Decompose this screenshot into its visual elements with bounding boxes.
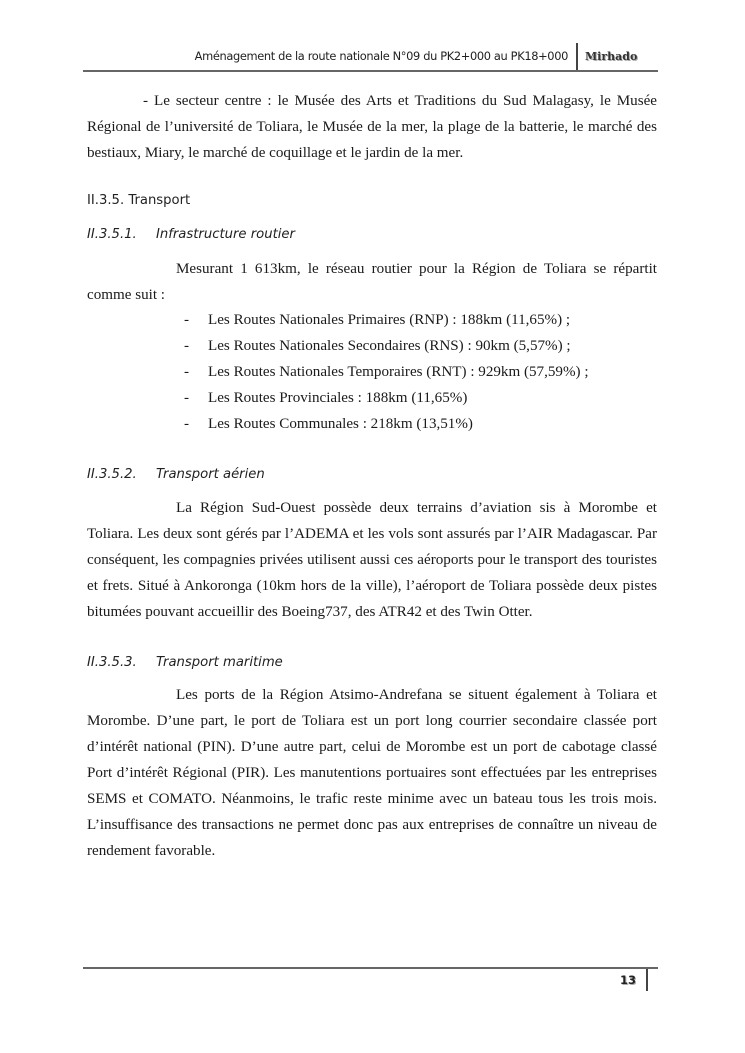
header-rule <box>83 70 658 72</box>
sea-line: d’intérêt national (PIN). D’une autre part, celui de Morombe est un port de cabotage classé <box>87 739 657 755</box>
list-item-text: Les Routes Nationales Primaires (RNP) : 188km (11,65%) ; <box>208 312 571 328</box>
subsection-heading-air <box>87 467 265 482</box>
intro-line: bestiaux, Miary, le marché de coquillage et le jardin de la mer. <box>87 145 464 161</box>
subsection-number: II.3.5.1. <box>87 227 137 242</box>
list-bullet: - <box>184 338 190 354</box>
list-item-text: Les Routes Nationales Temporaires (RNT) : 929km (57,59%) ; <box>208 364 589 380</box>
sea-line: Morombe. D’une part, le port de Toliara est un port long courrier secondaire classée port <box>87 713 657 729</box>
subsection-title: Transport aérien <box>156 467 265 482</box>
list-bullet: - <box>184 390 190 406</box>
intro-line: - Le secteur centre : le Musée des Arts et Traditions du Sud Malagasy, le Musée <box>143 93 657 109</box>
subsection-heading-routes <box>87 227 295 242</box>
list-item <box>184 411 589 437</box>
footer-rule <box>83 967 658 969</box>
air-paragraph <box>87 495 657 625</box>
intro-line: Régional de l’université de Toliara, le Musée de la mer, la plage de la batterie, le marché des <box>87 119 657 135</box>
sea-line: Port d’intérêt Régional (PIR). Les manutentions portuaires sont effectuées par les entreprises <box>87 765 657 781</box>
subsection-title: Infrastructure routier <box>156 227 295 242</box>
header-brand: Mirhado <box>585 50 638 63</box>
air-line: La Région Sud-Ouest possède deux terrains d’aviation sis à Morombe et <box>176 500 657 516</box>
subsection-title: Transport maritime <box>156 655 283 670</box>
list-bullet: - <box>184 416 190 432</box>
page-number: 13 <box>620 973 637 987</box>
air-line: conséquent, les compagnies privées utilisent aussi ces aéroports pour le transport des touristes <box>87 552 657 568</box>
sea-line: Les ports de la Région Atsimo-Andrefana se situent également à Toliara et <box>176 687 657 703</box>
sea-paragraph <box>87 682 657 864</box>
list-item <box>184 307 589 333</box>
list-item-text: Les Routes Communales : 218km (13,51%) <box>208 416 473 432</box>
subsection-number: II.3.5.3. <box>87 655 137 670</box>
routes-list <box>184 307 589 437</box>
subsection-heading-sea <box>87 655 283 670</box>
intro-paragraph <box>87 88 657 166</box>
list-item <box>184 333 589 359</box>
sea-line: rendement favorable. <box>87 843 216 859</box>
header-title: Aménagement de la route nationale N°09 du PK2+000 au PK18+000 <box>194 49 568 63</box>
sea-line: SEMS et COMATO. Néanmoins, le trafic reste minime avec un bateau tous les trois mois. <box>87 791 657 807</box>
air-line: bitumées pouvant accueillir des Boeing737, des ATR42 et des Twin Otter. <box>87 604 533 620</box>
sea-line: L’insuffisance des transactions ne permet donc pas aux entreprises de connaître un niveau de <box>87 817 657 833</box>
list-item <box>184 359 589 385</box>
header-separator <box>576 43 578 70</box>
list-bullet: - <box>184 312 190 328</box>
air-line: Toliara. Les deux sont gérés par l’ADEMA et les vols sont assurés par l’AIR Madagascar. Par <box>87 526 657 542</box>
section-heading: II.3.5. Transport <box>87 193 191 208</box>
footer-separator <box>646 969 648 991</box>
routes-line: comme suit : <box>87 287 165 303</box>
list-item-text: Les Routes Nationales Secondaires (RNS) : 90km (5,57%) ; <box>208 338 571 354</box>
list-bullet: - <box>184 364 190 380</box>
list-item-text: Les Routes Provinciales : 188km (11,65%) <box>208 390 468 406</box>
air-line: et frets. Situé à Ankoronga (10km hors de la ville), l’aéroport de Toliara possède deux pistes <box>87 578 657 594</box>
list-item <box>184 385 589 411</box>
routes-paragraph <box>87 256 657 308</box>
subsection-number: II.3.5.2. <box>87 467 137 482</box>
routes-line: Mesurant 1 613km, le réseau routier pour la Région de Toliara se répartit <box>176 261 657 277</box>
